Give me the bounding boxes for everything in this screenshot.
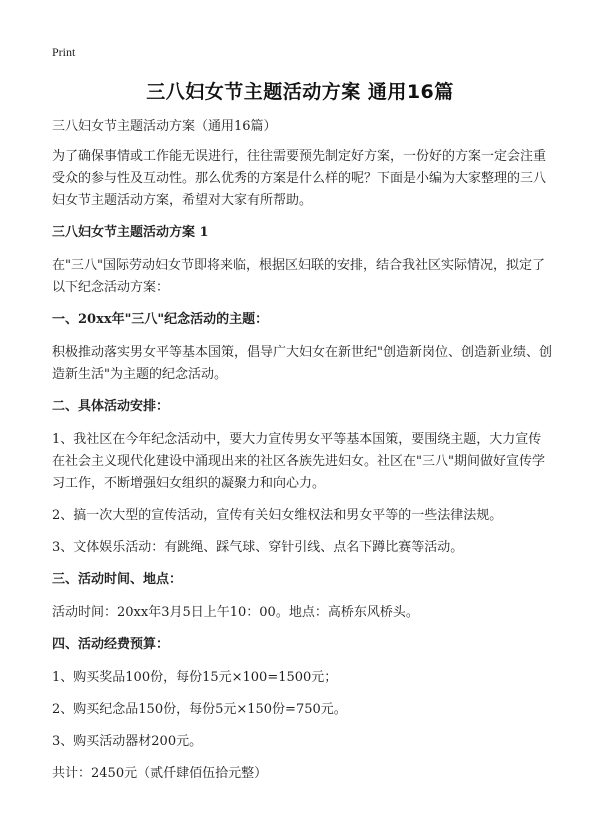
document-body xyxy=(52,116,552,795)
arrangement-item-1: 1、我社区在今年纪念活动中，要大力宣传男女平等基本国策，要围绕主题，大力宣传在社会主义现代化建设中涌现出来的社区各族先进妇女。社区在"三八"期间做好宣传学习工作，不断增强妇女组织的凝聚力和向心力。 xyxy=(52,432,545,491)
arrangement-item-2: 2、搞一次大型的宣传活动，宣传有关妇女维权法和男女平等的一些法律法规。 xyxy=(52,508,503,523)
arrangement-heading: 二、具体活动安排： xyxy=(52,399,170,414)
arrangement-item-3: 3、文体娱乐活动：有跳绳、踩气球、穿针引线、点名下蹲比赛等活动。 xyxy=(52,540,464,555)
budget-heading: 四、活动经费预算： xyxy=(52,637,170,652)
document-subtitle: 三八妇女节主题活动方案（通用16篇） xyxy=(52,119,277,134)
section-heading: 三八妇女节主题活动方案 1 xyxy=(52,225,209,240)
theme-heading: 一、20xx年"三八"纪念活动的主题： xyxy=(52,312,269,327)
print-link[interactable]: Print xyxy=(52,45,76,59)
intro-paragraph: 为了确保事情或工作能无误进行，往往需要预先制定好方案，一份好的方案一定会注重受众的参与性及互动性。那么优秀的方案是什么样的呢？下面是小编为大家整理的三八妇女节主题活动方案，希望对大家有所帮助。 xyxy=(52,149,547,208)
section-intro-paragraph: 在"三八"国际劳动妇女节即将来临，根据区妇联的安排，结合我社区实际情况，拟定了以下纪念活动方案： xyxy=(52,258,545,295)
page-title: 三八妇女节主题活动方案 通用16篇 xyxy=(146,81,454,103)
budget-item-3: 3、购买活动器材200元。 xyxy=(52,734,203,749)
budget-item-2: 2、购买纪念品150份，每份5元×150份=750元。 xyxy=(52,702,347,717)
theme-paragraph: 积极推动落实男女平等基本国策，倡导广大妇女在新世纪"创造新岗位、创造新业绩、创造新生活"为主题的纪念活动。 xyxy=(52,345,552,382)
budget-total: 共计：2450元（贰仟肆佰伍拾元整） xyxy=(52,766,268,781)
budget-item-1: 1、购买奖品100份，每份15元×100=1500元； xyxy=(52,670,338,685)
time-place-paragraph: 活动时间：20xx年3月5日上午10：00。地点：高桥东风桥头。 xyxy=(52,605,419,620)
time-place-heading: 三、活动时间、地点： xyxy=(52,572,183,587)
